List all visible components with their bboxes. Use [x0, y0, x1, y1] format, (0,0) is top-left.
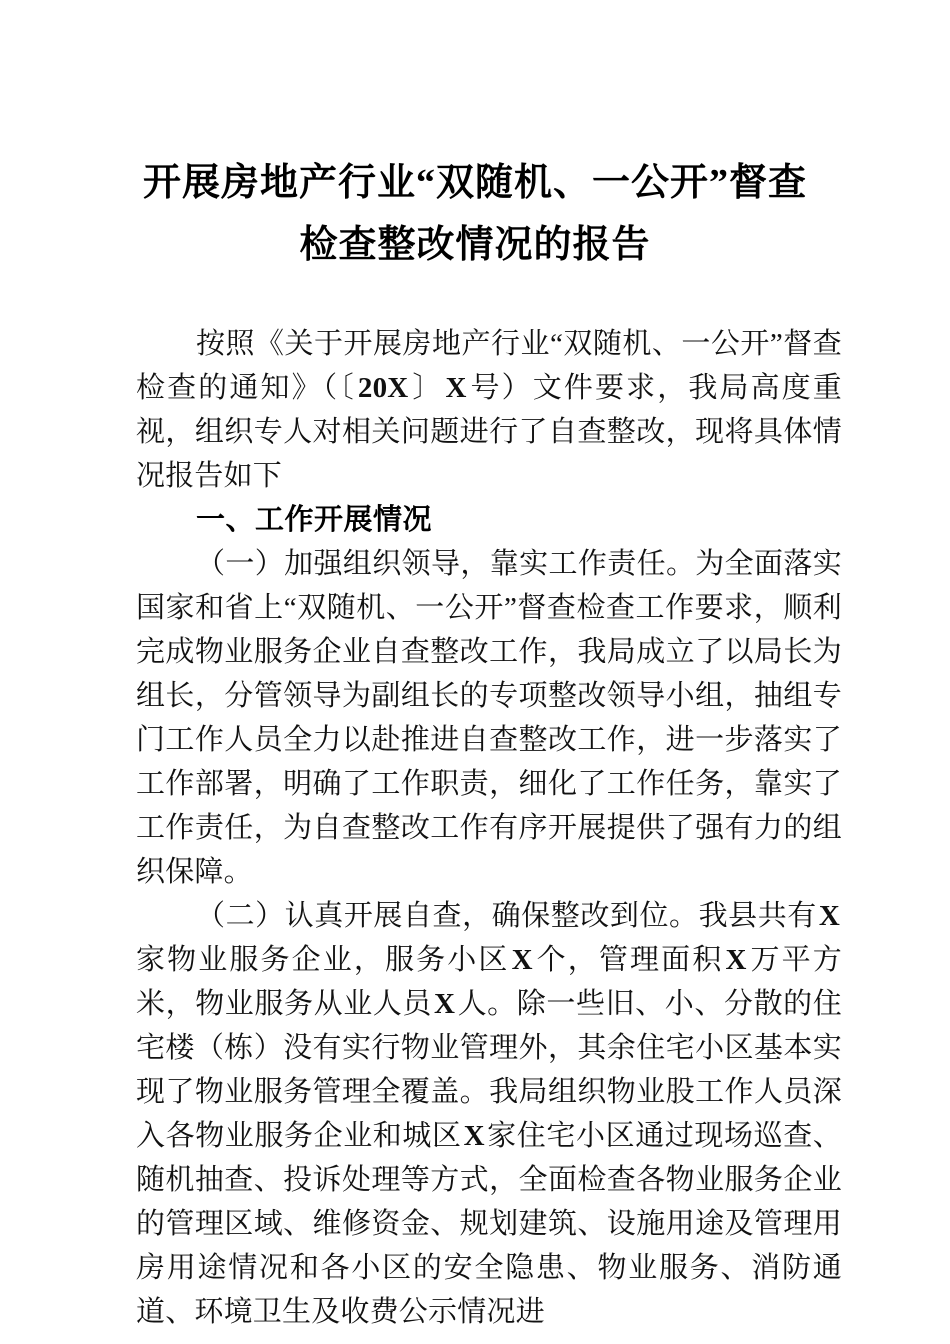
page-title-line-1: 开展房地产行业“双随机、一公开”督查: [142, 162, 807, 204]
subsection-paragraph-2: （二）认真开展自查，确保整改到位。我县共有X家物业服务企业，服务小区X个，管理面积X万平方米，物业服务从业人员X人。除一些旧、小、分散的住宅楼（栋）没有实行物业管理外，其余住宅小区基本实现了物业服务管理全覆盖。我局组织物业股工作人员深入各物业服务企业和城区X家住宅小区通过现场巡查、随机抽查、投诉处理等方式，全面检查各物业服务企业的管理区域、维修资金、规划建筑、设施用途及管理用房用途情况和各小区的安全隐患、物业服务、消防通道、环境卫生及收费公示情况进: [136, 900, 843, 1328]
subsection-paragraph-1: （一）加强组织领导，靠实工作责任。为全面落实国家和省上“双随机、一公开”督查检查工作要求，顺利完成物业服务企业自查整改工作，我局成立了以局长为组长，分管领导为副组长的专项整改领导小组，抽组专门工作人员全力以赴推进自查整改工作，进一步落实了工作部署，明确了工作职责，细化了工作任务，靠实了工作责任，为自查整改工作有序开展提供了强有力的组织保障。: [136, 548, 842, 888]
placeholder-value: X: [511, 944, 533, 976]
document-body: [136, 322, 842, 1334]
page-title-line-2: 检查整改情况的报告: [299, 224, 651, 266]
intro-paragraph: 按照《关于开展房地产行业“双随机、一公开”督查检查的通知》（〔20X〕X号）文件要求，我局高度重视，组织专人对相关问题进行了自查整改，现将具体情况报告如下: [136, 328, 842, 492]
placeholder-value: X: [725, 944, 747, 976]
placeholder-value: X: [818, 900, 840, 932]
placeholder-value: 20X: [357, 372, 409, 404]
placeholder-value: X: [445, 372, 467, 404]
page-title: [0, 152, 950, 276]
placeholder-value: X: [463, 1120, 485, 1152]
section-heading-1: 一、工作开展情况: [196, 504, 433, 536]
placeholder-value: X: [434, 988, 456, 1020]
